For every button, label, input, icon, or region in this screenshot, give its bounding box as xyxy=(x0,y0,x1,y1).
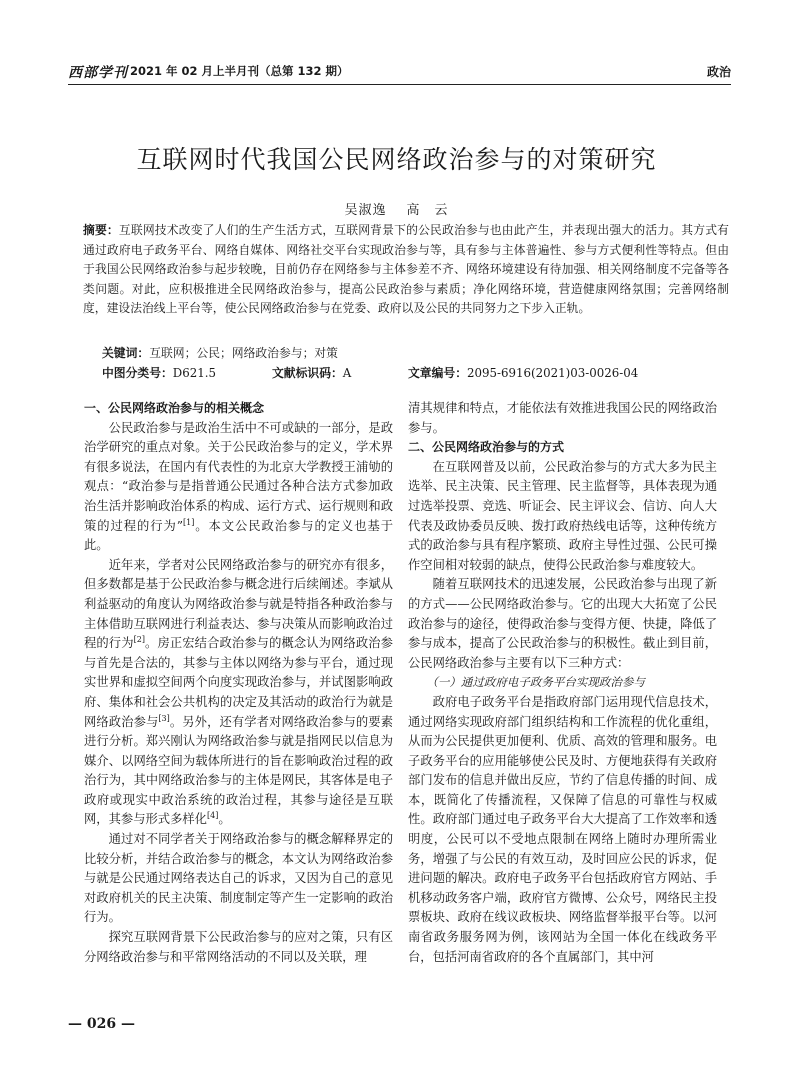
paragraph-text: 。 xyxy=(218,812,231,827)
keywords xyxy=(102,344,338,361)
paragraph-text: （一）通过政府电子政务平台实现政治参与 xyxy=(426,675,645,690)
doc-label: 文献标识码： xyxy=(272,366,343,380)
body-paragraph xyxy=(408,693,717,967)
paragraph-text: 探究互联网背景下公民政治参与的应对之策，只有区分网络政治参与和平常网络活动的不同以及关联，理 xyxy=(84,930,393,964)
paragraph-text: 近年来，学者对公民网络政治参与的研究亦有很多，但多数都是基于公民政治参与概念进行后续阐述。李斌从利益驱动的角度认为网络政治参与就是特指各种政治参与主体借助互联网进行利益表达、参与决策从而影响政治过程的行为 xyxy=(84,557,393,651)
keywords-label: 关键词： xyxy=(102,346,150,360)
article-value: 2095-6916(2021)03-0026-04 xyxy=(467,366,639,380)
paragraph-text: 随着互联网技术的迅速发展，公民政治参与出现了新的方式——公民网络政治参与。它的出现大大拓宽了公民政治参与的途径，使得政治参与变得方便、快捷，降低了参与成本，提高了公民政治参与的积极性。截止到目前，公民网络政治参与主要有以下三种方式： xyxy=(408,577,717,670)
author-name: 高 云 xyxy=(406,203,449,218)
document-code xyxy=(272,364,351,381)
body-column-left xyxy=(84,399,393,967)
clc-label: 中图分类号： xyxy=(102,366,173,380)
subsection-heading xyxy=(408,673,717,693)
author-name: 吴淑逸 xyxy=(344,203,387,218)
body-paragraph xyxy=(84,830,393,928)
paragraph-text: 通过对不同学者关于网络政治参与的概念解释界定的比较分析，并结合政治参与的概念，本文认为网络政治参与就是公民通过网络表达自己的诉求，又因为自己的意见对政府机关的民主决策、制度制定等产生一定影响的政治行为。 xyxy=(84,832,393,925)
article-title: 互联网时代我国公民网络政治参与的对策研究 xyxy=(136,145,657,174)
paragraph-text: 。房正宏结合政治参与的概念认为网络政治参与首先是合法的，其参与主体以网络为参与平台，通过现实世界和虚拟空间两个向度实现政治参与，并试图影响政府、集体和社会公共机构的决定及其活动的政治行为就是网络政治参与 xyxy=(84,636,393,729)
paragraph-text: 公民政治参与是政治生活中不可或缺的一部分，是政治学研究的重点对象。关于公民政治参与的定义，学术界有很多说法，在国内有代表性的为北京大学教授王浦劬的观点：“政治参与是指普通公民通过各种合法方式参加政治生活并影响政治体系的构成、运行方式、运行规则和政策的过程的行为” xyxy=(84,420,393,533)
paragraph-text: 一、公民网络政治参与的相关概念 xyxy=(84,401,265,415)
body-paragraph xyxy=(84,556,393,830)
paragraph-text: 。另外，还有学者对网络政治参与的要素进行分析。郑兴刚认为网络政治参与就是指网民以信息为媒介、以网络空间为载体所进行的旨在影响政治过程的政治行为，其中网络政治参与的主体是网民，其客体是电子政府或现实中政治系统的政治过程，其参与途径是互联网，其参与形式多样化 xyxy=(84,714,393,827)
running-header xyxy=(68,60,731,82)
page-number: — 026 — xyxy=(68,1016,135,1032)
article-label: 文章编号： xyxy=(408,366,467,380)
citation-ref: [2] xyxy=(133,635,145,645)
paragraph-text: 。本文公民政治参与的定义也基于此。 xyxy=(84,518,393,553)
citation-ref: [1] xyxy=(183,517,195,527)
paragraph-text: 在互联网普及以前，公民政治参与的方式大多为民主选举、民主决策、民主管理、民主监督等，具体表现为通过选举投票、竞选、听证会、民主评议会、信访、向人大代表及政协委员反映、拨打政府热线电话等，这种传统方式的政治参与具有程序繁琐、政府主导性过强、公民可操作空间相对较弱的缺点，使得公民政治参与难度较大。 xyxy=(408,459,717,572)
issue-info: 2021 年 02 月上半月刊（总第 132 期） xyxy=(130,64,349,78)
clc-number xyxy=(102,364,216,381)
clc-value: D621.5 xyxy=(172,366,217,380)
body-paragraph xyxy=(408,458,717,576)
author-line xyxy=(0,199,793,218)
paragraph-text: 清其规律和特点，才能依法有效推进我国公民的网络政治参与。 xyxy=(408,401,717,435)
doc-value: A xyxy=(342,366,352,380)
section-heading xyxy=(408,438,717,458)
body-paragraph xyxy=(84,419,393,556)
journal-logo: 西部学刊 xyxy=(68,65,128,81)
body-paragraph xyxy=(408,399,717,438)
section-label: 政治 xyxy=(706,65,731,79)
paragraph-text: 政府电子政务平台是指政府部门运用现代信息技术，通过网络实现政府部门组织结构和工作流程的优化重组，从而为公民提供更加便利、优质、高效的管理和服务。电子政务平台的应用能够使公民及时、方便地获得有关政府部门发布的信息并做出反应，节约了信息传播的时间、成本，既简化了传播流程，又保障了信息的可靠性与权威性。政府部门通过电子政务平台大大提高了工作效率和透明度，公民可以不受地点限制在网络上随时办理所需业务，增强了与公民的有效互动，及时回应公民的诉求，促进问题的解决。政府电子政务平台包括政府官方网站、手机移动政务客户端，政府官方微博、公众号，网络民主投票板块、政府在线议政板块、网络监督举报平台等。以河南省政务服务网为例，该网站为全国一体化在线政务平台，包括河南省政府的各个直属部门，其中河 xyxy=(408,694,717,964)
body-paragraph xyxy=(84,928,393,967)
article-number xyxy=(408,364,638,381)
keywords-text: 互联网；公民；网络政治参与；对策 xyxy=(149,346,338,360)
paragraph-text: 二、公民网络政治参与的方式 xyxy=(408,440,565,455)
section-heading xyxy=(84,399,393,419)
abstract-text: 互联网技术改变了人们的生产生活方式，互联网背景下的公民政治参与也由此产生，并表现出强大的活力。其方式有通过政府电子政务平台、网络自媒体、网络社交平台实现政治参与等，具有参与主体普遍性、参与方式便利性等特点。但由于我国公民网络政治参与起步较晚，目前仍存在网络参与主体参差不齐、网络环境建设有待加强、相关网络制度不完备等各类问题。对此，应积极推进全民网络政治参与，提高公民政治参与素质；净化网络环境，营造健康网络氛围；完善网络制度，建设法治线上平台等，使公民网络政治参与在党委、政府以及公民的共同努力之下步入正轨。 xyxy=(83,223,729,315)
body-column-right xyxy=(408,399,717,967)
citation-ref: [4] xyxy=(206,811,219,821)
citation-ref: [3] xyxy=(158,713,170,723)
abstract-label: 摘要： xyxy=(83,223,119,237)
body-paragraph xyxy=(408,575,717,673)
header-rule xyxy=(68,84,731,85)
abstract xyxy=(83,221,729,319)
